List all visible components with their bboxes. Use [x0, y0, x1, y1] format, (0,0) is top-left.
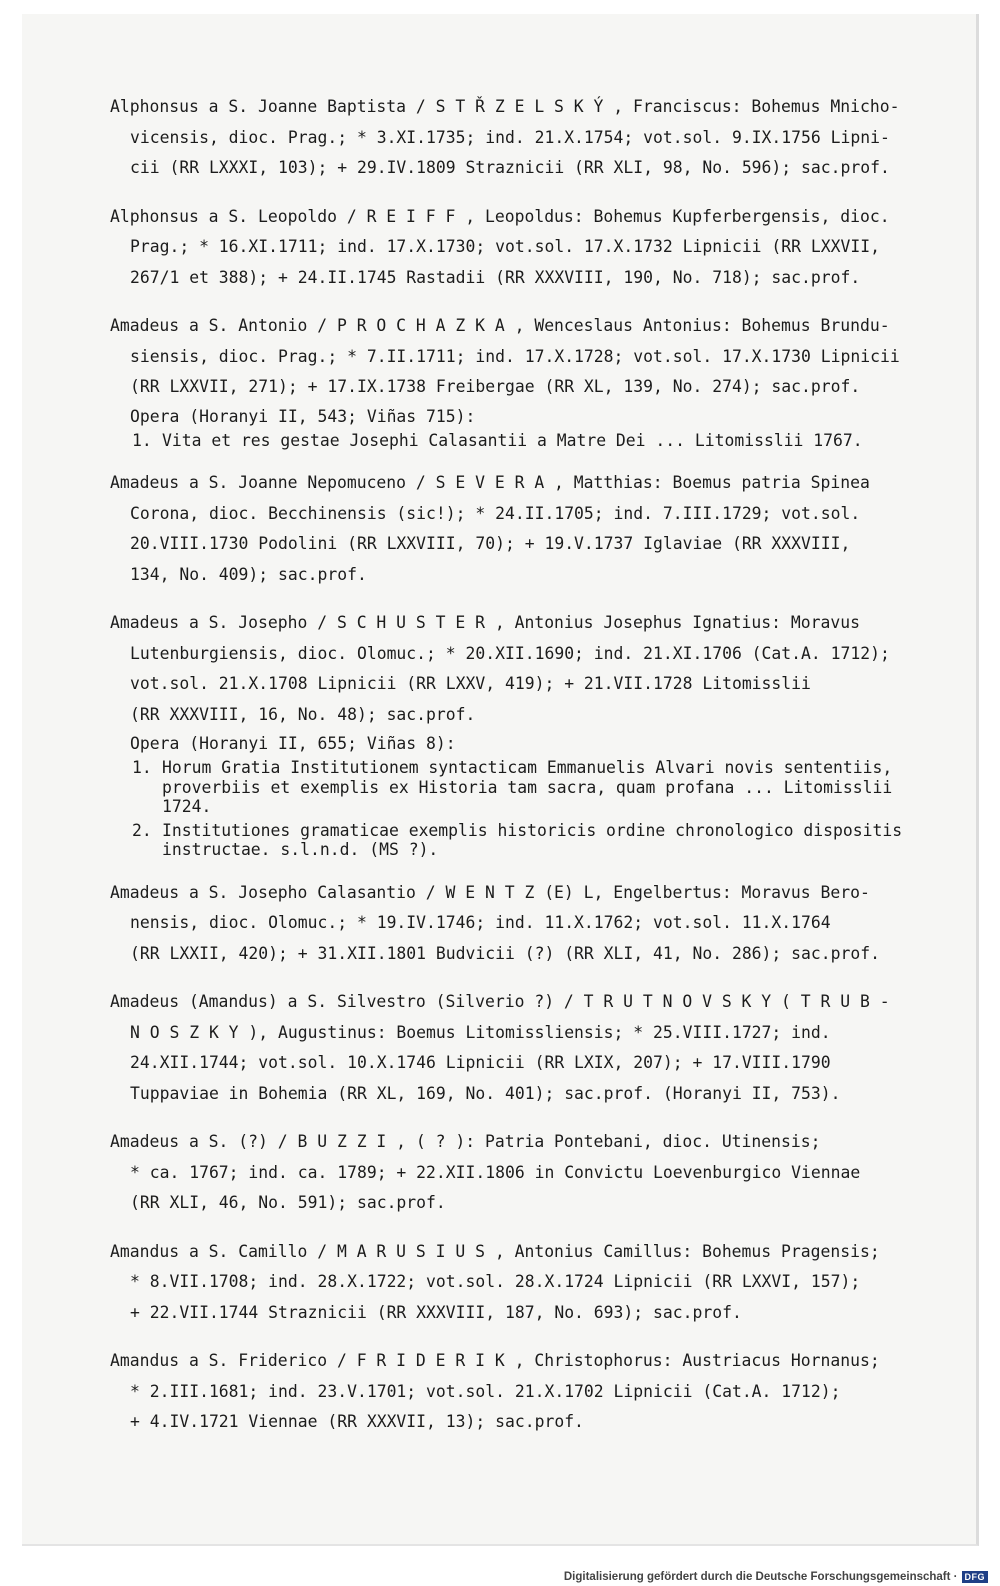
entry-line: nensis, dioc. Olomuc.; * 19.IV.1746; ind. 11.X.1762; vot.sol. 11.X.1764: [130, 913, 831, 932]
catalog-entry: [110, 1127, 942, 1219]
catalog-entry: [110, 608, 942, 860]
entry-line: N O S Z K Y ), Augustinus: Boemus Litomissliensis; * 25.VIII.1727; ind.: [130, 1022, 831, 1042]
entry-line: Lutenburgiensis, dioc. Olomuc.; * 20.XII.1690; ind. 21.XI.1706 (Cat.A. 1712);: [130, 643, 890, 663]
entry-line: Corona, dioc. Becchinensis (sic!); * 24.II.1705; ind. 7.III.1729; vot.sol.: [130, 503, 861, 523]
work-number: 2.: [132, 820, 152, 840]
entry-line: 134, No. 409); sac.prof.: [130, 564, 367, 584]
entry-line: * 2.III.1681; ind. 23.V.1701; vot.sol. 21.X.1702 Lipnicii (Cat.A. 1712);: [130, 1381, 841, 1401]
catalog-entry: [110, 1346, 942, 1438]
opera-heading: Opera (Horanyi II, 543; Viñas 715):: [130, 406, 476, 426]
catalog-entry: [110, 311, 942, 450]
footer: [564, 1571, 988, 1583]
entry-line: vot.sol. 21.X.1708 Lipnicii (RR LXXV, 419); + 21.VII.1728 Litomisslii: [130, 674, 811, 693]
work-title: Horum Gratia Institutionem syntacticam Emmanuelis Alvari novis sententiis, proverbiis et exemplis ex Historia tam sacra, quam profana ... Litomisslii 1724.: [162, 758, 893, 816]
opera-heading: Opera (Horanyi II, 655; Viñas 8):: [130, 734, 456, 753]
entry-line: + 22.VII.1744 Straznicii (RR XXXVIII, 187, No. 693); sac.prof.: [130, 1302, 742, 1322]
catalog-entry: [110, 202, 942, 294]
entry-line: Tuppaviae in Bohemia (RR XL, 169, No. 401); sac.prof. (Horanyi II, 753).: [130, 1083, 841, 1103]
catalog-entry: [110, 987, 942, 1109]
entry-heading-line: Amadeus a S. Josepho / S C H U S T E R , Antonius Josephus Ignatius: Moravus: [110, 613, 860, 632]
entry-line: (RR XLI, 46, No. 591); sac.prof.: [130, 1193, 446, 1212]
catalog-entry: [110, 468, 942, 590]
entry-line: Prag.; * 16.XI.1711; ind. 17.X.1730; vot.sol. 17.X.1732 Lipnicii (RR LXXVII,: [130, 237, 880, 256]
entry-line: siensis, dioc. Prag.; * 7.II.1711; ind. 17.X.1728; vot.sol. 17.X.1730 Lipnicii: [130, 346, 900, 366]
work-number: 1.: [132, 758, 152, 777]
work-item: [110, 431, 942, 451]
entry-heading-line: Amadeus a S. (?) / B U Z Z I , ( ? ): Patria Pontebani, dioc. Utinensis;: [110, 1132, 821, 1151]
entry-heading-line: Amadeus a S. Joanne Nepomuceno / S E V E R A , Matthias: Boemus patria Spinea: [110, 473, 870, 492]
entry-heading-line: Alphonsus a S. Leopoldo / R E I F F , Leopoldus: Bohemus Kupferbergensis, dioc.: [110, 206, 890, 226]
footer-text: Digitalisierung gefördert durch die Deutsche Forschungsgemeinschaft ·: [563, 1571, 958, 1583]
entry-heading-line: Amadeus (Amandus) a S. Silvestro (Silverio ?) / T R U T N O V S K Y ( T R U B -: [110, 992, 890, 1011]
entry-line: (RR LXXII, 420); + 31.XII.1801 Budvicii (?) (RR XLI, 41, No. 286); sac.prof.: [130, 943, 880, 963]
entry-heading-line: Amadeus a S. Antonio / P R O C H A Z K A , Wenceslaus Antonius: Bohemus Brundu-: [110, 316, 890, 335]
entry-line: * ca. 1767; ind. ca. 1789; + 22.XII.1806 in Convictu Loevenburgico Viennae: [130, 1162, 861, 1182]
entry-list: [110, 92, 942, 1456]
work-title: Institutiones gramaticae exemplis historicis ordine chronologico dispositis instructae. s.l.n.d. (MS ?).: [162, 820, 903, 859]
work-title: Vita et res gestae Josephi Calasantii a Matre Dei ... Litomisslii 1767.: [162, 430, 863, 450]
entry-heading-line: Alphonsus a S. Joanne Baptista / S T Ř Z E L S K Ý , Franciscus: Bohemus Mnicho-: [110, 97, 900, 116]
catalog-entry: [110, 878, 942, 970]
entry-line: 267/1 et 388); + 24.II.1745 Rastadii (RR XXXVIII, 190, No. 718); sac.prof.: [130, 267, 861, 287]
entry-line: cii (RR LXXXI, 103); + 29.IV.1809 Straznicii (RR XLI, 98, No. 596); sac.prof.: [130, 158, 890, 177]
entry-line: vicensis, dioc. Prag.; * 3.XI.1735; ind. 21.X.1754; vot.sol. 9.IX.1756 Lipni-: [130, 127, 890, 147]
work-item: [110, 758, 942, 817]
dfg-logo: DFG: [962, 1571, 989, 1583]
entry-line: 20.VIII.1730 Podolini (RR LXXVIII, 70); + 19.V.1737 Iglaviae (RR XXXVIII,: [130, 534, 851, 553]
entry-heading-line: Amandus a S. Camillo / M A R U S I U S , Antonius Camillus: Bohemus Pragensis;: [110, 1241, 880, 1261]
catalog-entry: [110, 92, 942, 184]
entry-line: + 4.IV.1721 Viennae (RR XXXVII, 13); sac.prof.: [130, 1412, 584, 1431]
catalog-entry: [110, 1237, 942, 1329]
entry-heading-line: Amadeus a S. Josepho Calasantio / W E N T Z (E) L, Engelbertus: Moravus Bero-: [110, 882, 870, 902]
entry-line: * 8.VII.1708; ind. 28.X.1722; vot.sol. 28.X.1724 Lipnicii (RR LXXVI, 157);: [130, 1272, 861, 1291]
entry-heading-line: Amandus a S. Friderico / F R I D E R I K , Christophorus: Austriacus Hornanus;: [110, 1351, 880, 1370]
work-item: [110, 821, 942, 860]
entry-line: 24.XII.1744; vot.sol. 10.X.1746 Lipnicii (RR LXIX, 207); + 17.VIII.1790: [130, 1053, 831, 1072]
entry-line: (RR XXXVIII, 16, No. 48); sac.prof.: [130, 704, 476, 724]
entry-line: (RR LXXVII, 271); + 17.IX.1738 Freibergae (RR XL, 139, No. 274); sac.prof.: [130, 377, 861, 396]
work-number: 1.: [132, 430, 152, 450]
